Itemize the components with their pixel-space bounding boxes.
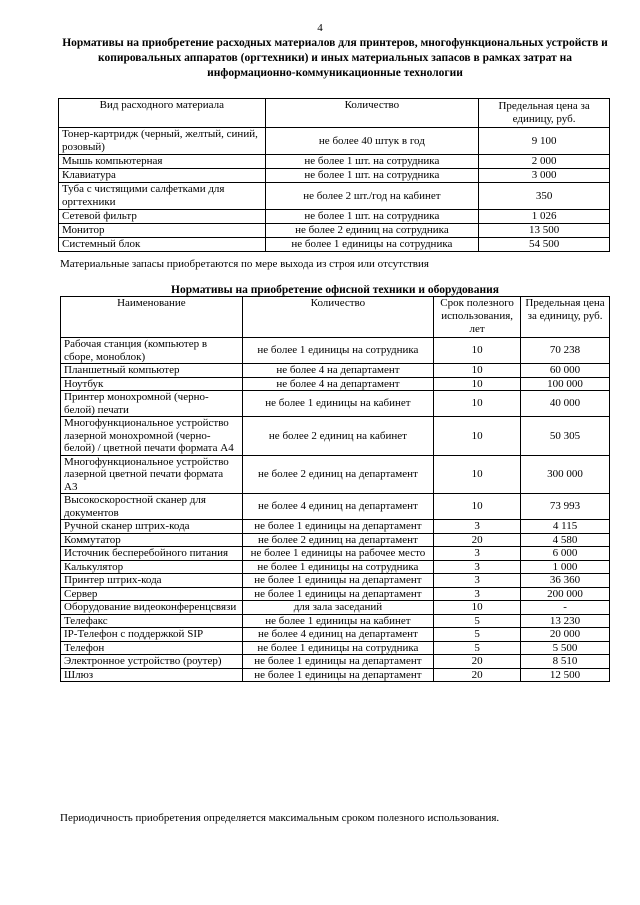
- table-cell: 10: [434, 364, 521, 378]
- table-cell: Туба с чистящими салфетками для оргтехники: [59, 183, 266, 210]
- table-cell: 6 000: [521, 547, 610, 561]
- page-number: 4: [317, 22, 323, 34]
- table-cell: 10: [434, 377, 521, 391]
- table-row: [59, 183, 610, 210]
- table-cell: 73 993: [521, 494, 610, 520]
- table-cell: Электронное устройство (роутер): [61, 655, 243, 669]
- table-cell: 200 000: [521, 587, 610, 601]
- section1-title: Нормативы на приобретение расходных материалов для принтеров, многофункциональных устройств и копировальных аппаратов (оргтехники) и иных материальных запасов в рамках затрат на информационно-коммуникационные технологии: [62, 37, 608, 79]
- table-cell: Коммутатор: [61, 533, 243, 547]
- table-cell: Принтер монохромной (черно-белой) печати: [61, 391, 243, 417]
- table-cell: не более 1 единицы на департамент: [242, 655, 433, 669]
- table-row: [61, 417, 610, 456]
- table-cell: не более 40 штук в год: [265, 128, 479, 155]
- table-cell: Шлюз: [61, 668, 243, 682]
- section2-note: Периодичность приобретения определяется максимальным сроком полезного использования.: [60, 812, 500, 824]
- table-cell: 13 500: [479, 224, 610, 238]
- table-cell: не более 4 единиц на департамент: [242, 494, 433, 520]
- table-cell: не более 4 единиц на департамент: [242, 628, 433, 642]
- table-row: [59, 169, 610, 183]
- table-cell: Мышь компьютерная: [59, 155, 266, 169]
- table-row: [61, 574, 610, 588]
- table-cell: не более 4 на департамент: [242, 364, 433, 378]
- column-header: Срок полезного использования, лет: [434, 297, 521, 338]
- table-cell: 9 100: [479, 128, 610, 155]
- table-cell: 40 000: [521, 391, 610, 417]
- table-cell: не более 1 единицы на сотрудника: [242, 338, 433, 364]
- table-row: [61, 601, 610, 615]
- table-row: [59, 238, 610, 252]
- table-row: [61, 533, 610, 547]
- table-cell: 2 000: [479, 155, 610, 169]
- table-row: [61, 641, 610, 655]
- table-cell: не более 1 единицы на департамент: [242, 587, 433, 601]
- table-cell: 20 000: [521, 628, 610, 642]
- table-cell: Сетевой фильтр: [59, 210, 266, 224]
- table-cell: не более 4 на департамент: [242, 377, 433, 391]
- table-cell: не более 1 единицы на кабинет: [242, 391, 433, 417]
- table-row: [61, 520, 610, 534]
- table-header-row: [59, 99, 610, 128]
- table-cell: Высокоскоростной сканер для документов: [61, 494, 243, 520]
- table-cell: 20: [434, 655, 521, 669]
- table-row: [61, 377, 610, 391]
- column-header: Количество: [265, 99, 479, 128]
- table-cell: 3: [434, 547, 521, 561]
- table-row: [61, 364, 610, 378]
- table-cell: 5: [434, 614, 521, 628]
- table-cell: Многофункциональное устройство лазерной цветной печати формата А3: [61, 455, 243, 494]
- section2-title: Нормативы на приобретение офисной техники и оборудования: [171, 284, 499, 296]
- table-cell: 4 115: [521, 520, 610, 534]
- table-cell: 350: [479, 183, 610, 210]
- column-header: Наименование: [61, 297, 243, 338]
- table-row: [61, 455, 610, 494]
- table-cell: Калькулятор: [61, 560, 243, 574]
- table-cell: не более 2 единиц на департамент: [242, 455, 433, 494]
- table-cell: 10: [434, 601, 521, 615]
- table-cell: Телефон: [61, 641, 243, 655]
- table-row: [61, 587, 610, 601]
- table-cell: 10: [434, 455, 521, 494]
- table-cell: 10: [434, 494, 521, 520]
- table-cell: 36 360: [521, 574, 610, 588]
- table-row: [61, 628, 610, 642]
- table-cell: Системный блок: [59, 238, 266, 252]
- table-cell: IP-Телефон с поддержкой SIP: [61, 628, 243, 642]
- table-row: [61, 668, 610, 682]
- table-cell: не более 1 единицы на кабинет: [242, 614, 433, 628]
- table-header-row: [61, 297, 610, 338]
- table-cell: 3 000: [479, 169, 610, 183]
- table-row: [61, 614, 610, 628]
- table-cell: не более 2 единиц на кабинет: [242, 417, 433, 456]
- table-cell: не более 1 единицы на сотрудника: [265, 238, 479, 252]
- table-cell: 10: [434, 338, 521, 364]
- table-cell: 5: [434, 628, 521, 642]
- table-row: [61, 547, 610, 561]
- table-cell: 20: [434, 668, 521, 682]
- table-row: [61, 560, 610, 574]
- table-row: [61, 391, 610, 417]
- consumables-table: [58, 98, 610, 252]
- table-cell: 300 000: [521, 455, 610, 494]
- table-cell: 3: [434, 587, 521, 601]
- table-cell: 54 500: [479, 238, 610, 252]
- table-cell: Многофункциональное устройство лазерной монохромной (черно-белой) / цветной печати формата А4: [61, 417, 243, 456]
- table-cell: 5: [434, 641, 521, 655]
- table-cell: не более 1 единицы на сотрудника: [242, 560, 433, 574]
- table-cell: 60 000: [521, 364, 610, 378]
- table-cell: Рабочая станция (компьютер в сборе, моноблок): [61, 338, 243, 364]
- table-cell: 50 305: [521, 417, 610, 456]
- table-row: [59, 128, 610, 155]
- table-cell: не более 1 шт. на сотрудника: [265, 210, 479, 224]
- table-cell: Планшетный компьютер: [61, 364, 243, 378]
- table-cell: 8 510: [521, 655, 610, 669]
- table-cell: 10: [434, 391, 521, 417]
- column-header: Предельная цена за единицу, руб.: [479, 99, 610, 128]
- column-header: Количество: [242, 297, 433, 338]
- table-cell: не более 1 шт. на сотрудника: [265, 169, 479, 183]
- table-cell: не более 1 шт. на сотрудника: [265, 155, 479, 169]
- table-cell: Ноутбук: [61, 377, 243, 391]
- table-cell: не более 1 единицы на департамент: [242, 520, 433, 534]
- column-header: Вид расходного материала: [59, 99, 266, 128]
- table-cell: Клавиатура: [59, 169, 266, 183]
- table-cell: Телефакс: [61, 614, 243, 628]
- table-cell: Сервер: [61, 587, 243, 601]
- table-cell: Тонер-картридж (черный, желтый, синий, розовый): [59, 128, 266, 155]
- table-cell: 3: [434, 520, 521, 534]
- table-cell: 3: [434, 560, 521, 574]
- table-cell: -: [521, 601, 610, 615]
- table-cell: не более 1 единицы на департамент: [242, 668, 433, 682]
- table-cell: для зала заседаний: [242, 601, 433, 615]
- table-cell: 1 026: [479, 210, 610, 224]
- table-cell: 3: [434, 574, 521, 588]
- table-row: [59, 155, 610, 169]
- table-cell: 70 238: [521, 338, 610, 364]
- table-cell: 100 000: [521, 377, 610, 391]
- section1-note: Материальные запасы приобретаются по мере выхода из строя или отсутствия: [60, 258, 429, 270]
- table-cell: 5 500: [521, 641, 610, 655]
- table-cell: 1 000: [521, 560, 610, 574]
- table-cell: не более 2 единиц на департамент: [242, 533, 433, 547]
- table-cell: 12 500: [521, 668, 610, 682]
- equipment-table: [60, 296, 610, 682]
- table-row: [61, 494, 610, 520]
- table-cell: не более 2 единиц на сотрудника: [265, 224, 479, 238]
- table-cell: Оборудование видеоконференцсвязи: [61, 601, 243, 615]
- table-cell: Монитор: [59, 224, 266, 238]
- table-cell: 10: [434, 417, 521, 456]
- table-row: [59, 224, 610, 238]
- table-row: [59, 210, 610, 224]
- table-cell: Источник бесперебойного питания: [61, 547, 243, 561]
- column-header: Предельная цена за единицу, руб.: [521, 297, 610, 338]
- table-cell: не более 1 единицы на департамент: [242, 574, 433, 588]
- table-cell: Ручной сканер штрих-кода: [61, 520, 243, 534]
- table-cell: Принтер штрих-кода: [61, 574, 243, 588]
- table-row: [61, 338, 610, 364]
- table-cell: 13 230: [521, 614, 610, 628]
- table-cell: не более 1 единицы на сотрудника: [242, 641, 433, 655]
- table-cell: 20: [434, 533, 521, 547]
- table-cell: 4 580: [521, 533, 610, 547]
- table-row: [61, 655, 610, 669]
- table-cell: не более 2 шт./год на кабинет: [265, 183, 479, 210]
- table-cell: не более 1 единицы на рабочее место: [242, 547, 433, 561]
